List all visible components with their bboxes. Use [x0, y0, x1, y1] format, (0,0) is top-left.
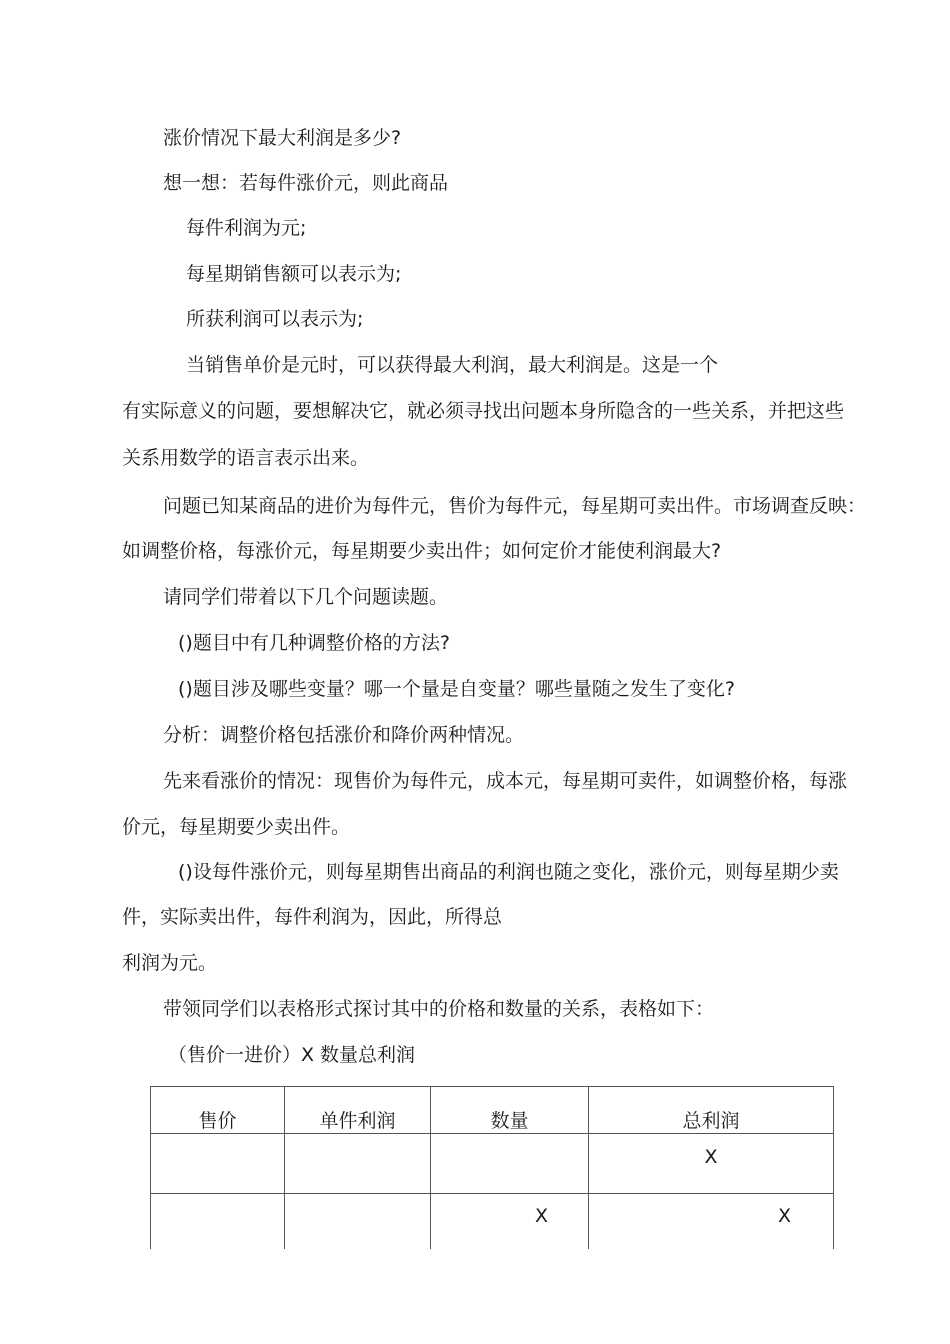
profit-table [150, 1086, 834, 1249]
table-cell: X [589, 1134, 834, 1194]
table-cell [285, 1194, 431, 1250]
paragraph-express: 关系用数学的语言表示出来。 [122, 447, 370, 469]
table-cell [151, 1134, 285, 1194]
table-row [151, 1134, 834, 1194]
paragraph-q2: ()题目涉及哪些变量？哪一个量是自变量？哪些量随之发生了变化? [178, 678, 735, 700]
table-cell [431, 1134, 589, 1194]
table-cell: X [589, 1194, 834, 1250]
paragraph-think: 想一想：若每件涨价元，则此商品 [163, 172, 449, 194]
table-cell [151, 1194, 285, 1250]
table-row [151, 1194, 834, 1250]
paragraph-unit-profit: 每件利润为元; [186, 217, 307, 239]
paragraph-problem-cont: 如调整价格，每涨价元，每星期要少卖出件；如何定价才能使利润最大? [122, 540, 722, 562]
table-cell [285, 1134, 431, 1194]
paragraph-assume: ()设每件涨价元，则每星期售出商品的利润也随之变化，涨价元，则每星期少卖 [178, 861, 839, 883]
table-cell: X [431, 1194, 589, 1250]
paragraph-question: 涨价情况下最大利润是多少? [163, 127, 402, 149]
paragraph-total-profit: 利润为元。 [122, 952, 218, 974]
paragraph-table-intro: 带领同学们以表格形式探讨其中的价格和数量的关系，表格如下： [163, 998, 715, 1020]
paragraph-problem: 问题已知某商品的进价为每件元，售价为每件元，每星期可卖出件。市场调查反映： [163, 495, 867, 517]
paragraph-raise: 先来看涨价的情况：现售价为每件元，成本元，每星期可卖件，如调整价格，每涨 [163, 770, 848, 792]
header-total-profit: 总利润 [589, 1087, 834, 1134]
paragraph-raise-cont: 价元，每星期要少卖出件。 [122, 816, 351, 838]
header-unit-profit: 单件利润 [285, 1087, 431, 1134]
paragraph-q1: ()题目中有几种调整价格的方法? [178, 632, 450, 654]
paragraph-assume-cont: 件，实际卖出件，每件利润为，因此，所得总 [122, 906, 503, 928]
header-price: 售价 [151, 1087, 285, 1134]
paragraph-max-profit: 当销售单价是元时，可以获得最大利润，最大利润是。这是一个 [186, 354, 719, 376]
paragraph-practical: 有实际意义的问题，要想解决它，就必须寻找出问题本身所隐含的一些关系，并把这些 [122, 400, 845, 422]
paragraph-formula: （售价一进价）X 数量总利润 [168, 1044, 416, 1066]
paragraph-read: 请同学们带着以下几个问题读题。 [163, 586, 449, 608]
paragraph-analysis: 分析：调整价格包括涨价和降价两种情况。 [163, 724, 525, 746]
paragraph-profit: 所获利润可以表示为; [186, 308, 364, 330]
header-quantity: 数量 [431, 1087, 589, 1134]
paragraph-sales: 每星期销售额可以表示为; [186, 263, 402, 285]
